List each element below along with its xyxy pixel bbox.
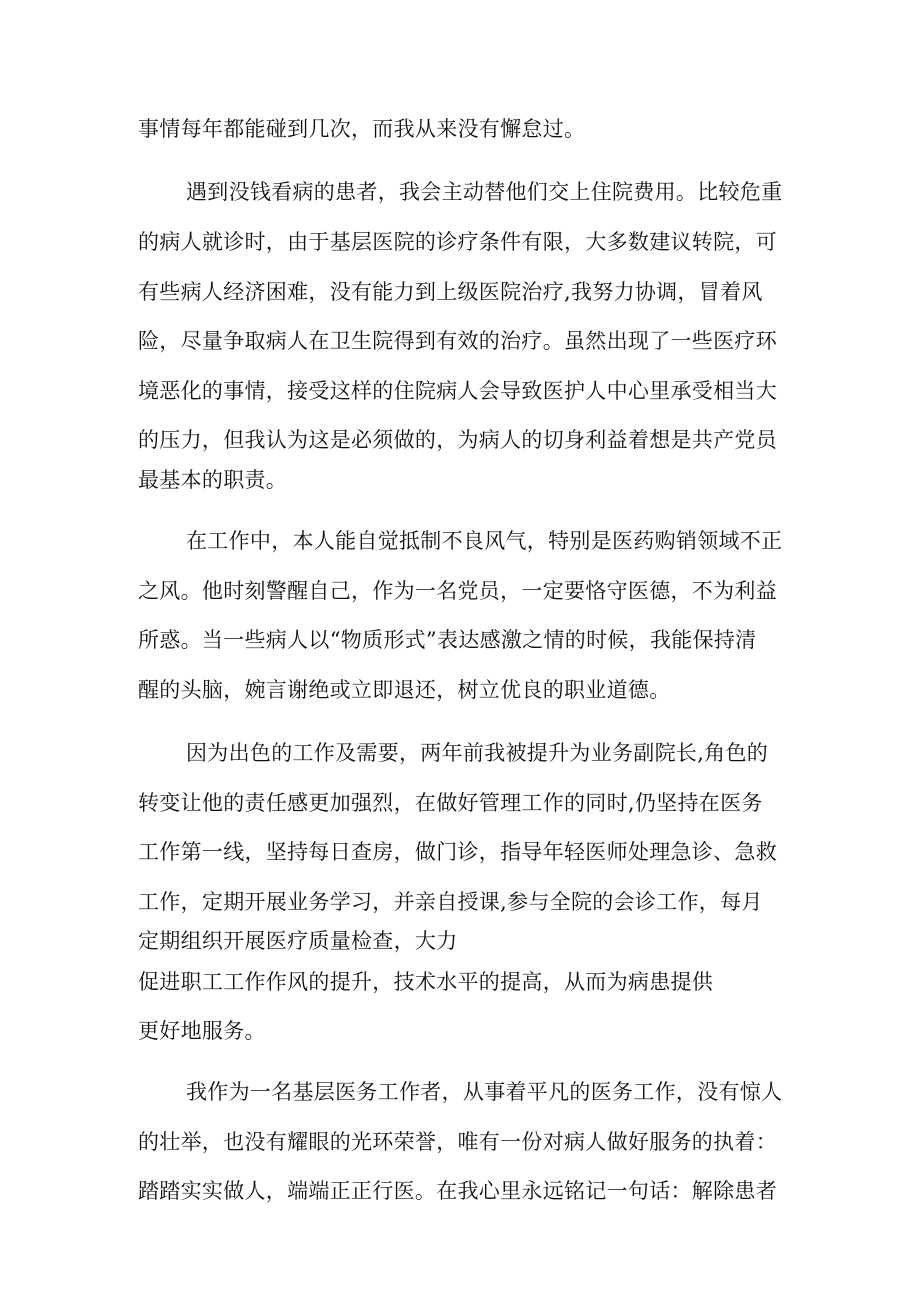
text-line-7: 的压力，但我认为这是必须做的，为病人的切身利益着想是共产党员: [138, 428, 777, 452]
text-line-2: 遇到没钱看病的患者，我会主动替他们交上住院费用。比较危重: [186, 180, 783, 204]
text-line-13: 因为出色的工作及需要，两年前我被提升为业务副院长,角色的: [186, 741, 769, 765]
text-line-6: 境恶化的事情，接受这样的住院病人会导致医护人中心里承受相当大: [138, 379, 777, 403]
text-line-18: 促进职工工作作风的提升，技术水平的提高，从而为病患提供: [138, 970, 714, 994]
text-line-14: 转变让他的责任感更加强烈，在做好管理工作的同时,仍坚持在医务: [138, 791, 763, 815]
text-line-10: 之风。他时刻警醒自己，作为一名党员，一定要恪守医德，不为利益: [138, 579, 777, 603]
text-line-21: 的壮举，也没有耀眼的光环荣誉，唯有一份对病人做好服务的执着：: [138, 1130, 777, 1154]
text-line-16: 工作，定期开展业务学习，并亲自授课,参与全院的会诊工作，每月: [138, 890, 763, 914]
text-line-8: 最基本的职责。: [138, 468, 288, 492]
text-line-17: 定期组织开展医疗质量检查，大力: [138, 929, 458, 953]
text-line-19: 更好地服务。: [138, 1019, 266, 1043]
text-line-4: 有些病人经济困难，没有能力到上级医院治疗,我努力协调，冒着风: [138, 280, 763, 304]
text-line-3: 的病人就诊时，由于基层医院的诊疗条件有限，大多数建议转院，可: [138, 230, 777, 254]
text-line-9: 在工作中，本人能自觉抵制不良风气，特别是医药购销领域不正: [186, 529, 783, 553]
text-line-20: 我作为一名基层医务工作者，从事着平凡的医务工作，没有惊人: [186, 1080, 783, 1104]
text-line-12: 醒的头脑，婉言谢绝或立即退还，树立优良的职业道德。: [138, 678, 671, 702]
text-line-11: 所惑。当一些病人以“物质形式”表达感激之情的时候，我能保持清: [138, 628, 757, 652]
text-line-22: 踏踏实实做人，端端正正行医。在我心里永远铭记一句话：解除患者: [138, 1179, 777, 1203]
text-line-15: 工作第一线，坚持每日查房，做门诊，指导年轻医师处理急诊、急救: [138, 840, 777, 864]
text-line-5: 险，尽量争取病人在卫生院得到有效的治疗。虽然出现了一些医疗环: [138, 329, 777, 353]
text-line-1: 事情每年都能碰到几次，而我从来没有懈怠过。: [138, 117, 586, 141]
